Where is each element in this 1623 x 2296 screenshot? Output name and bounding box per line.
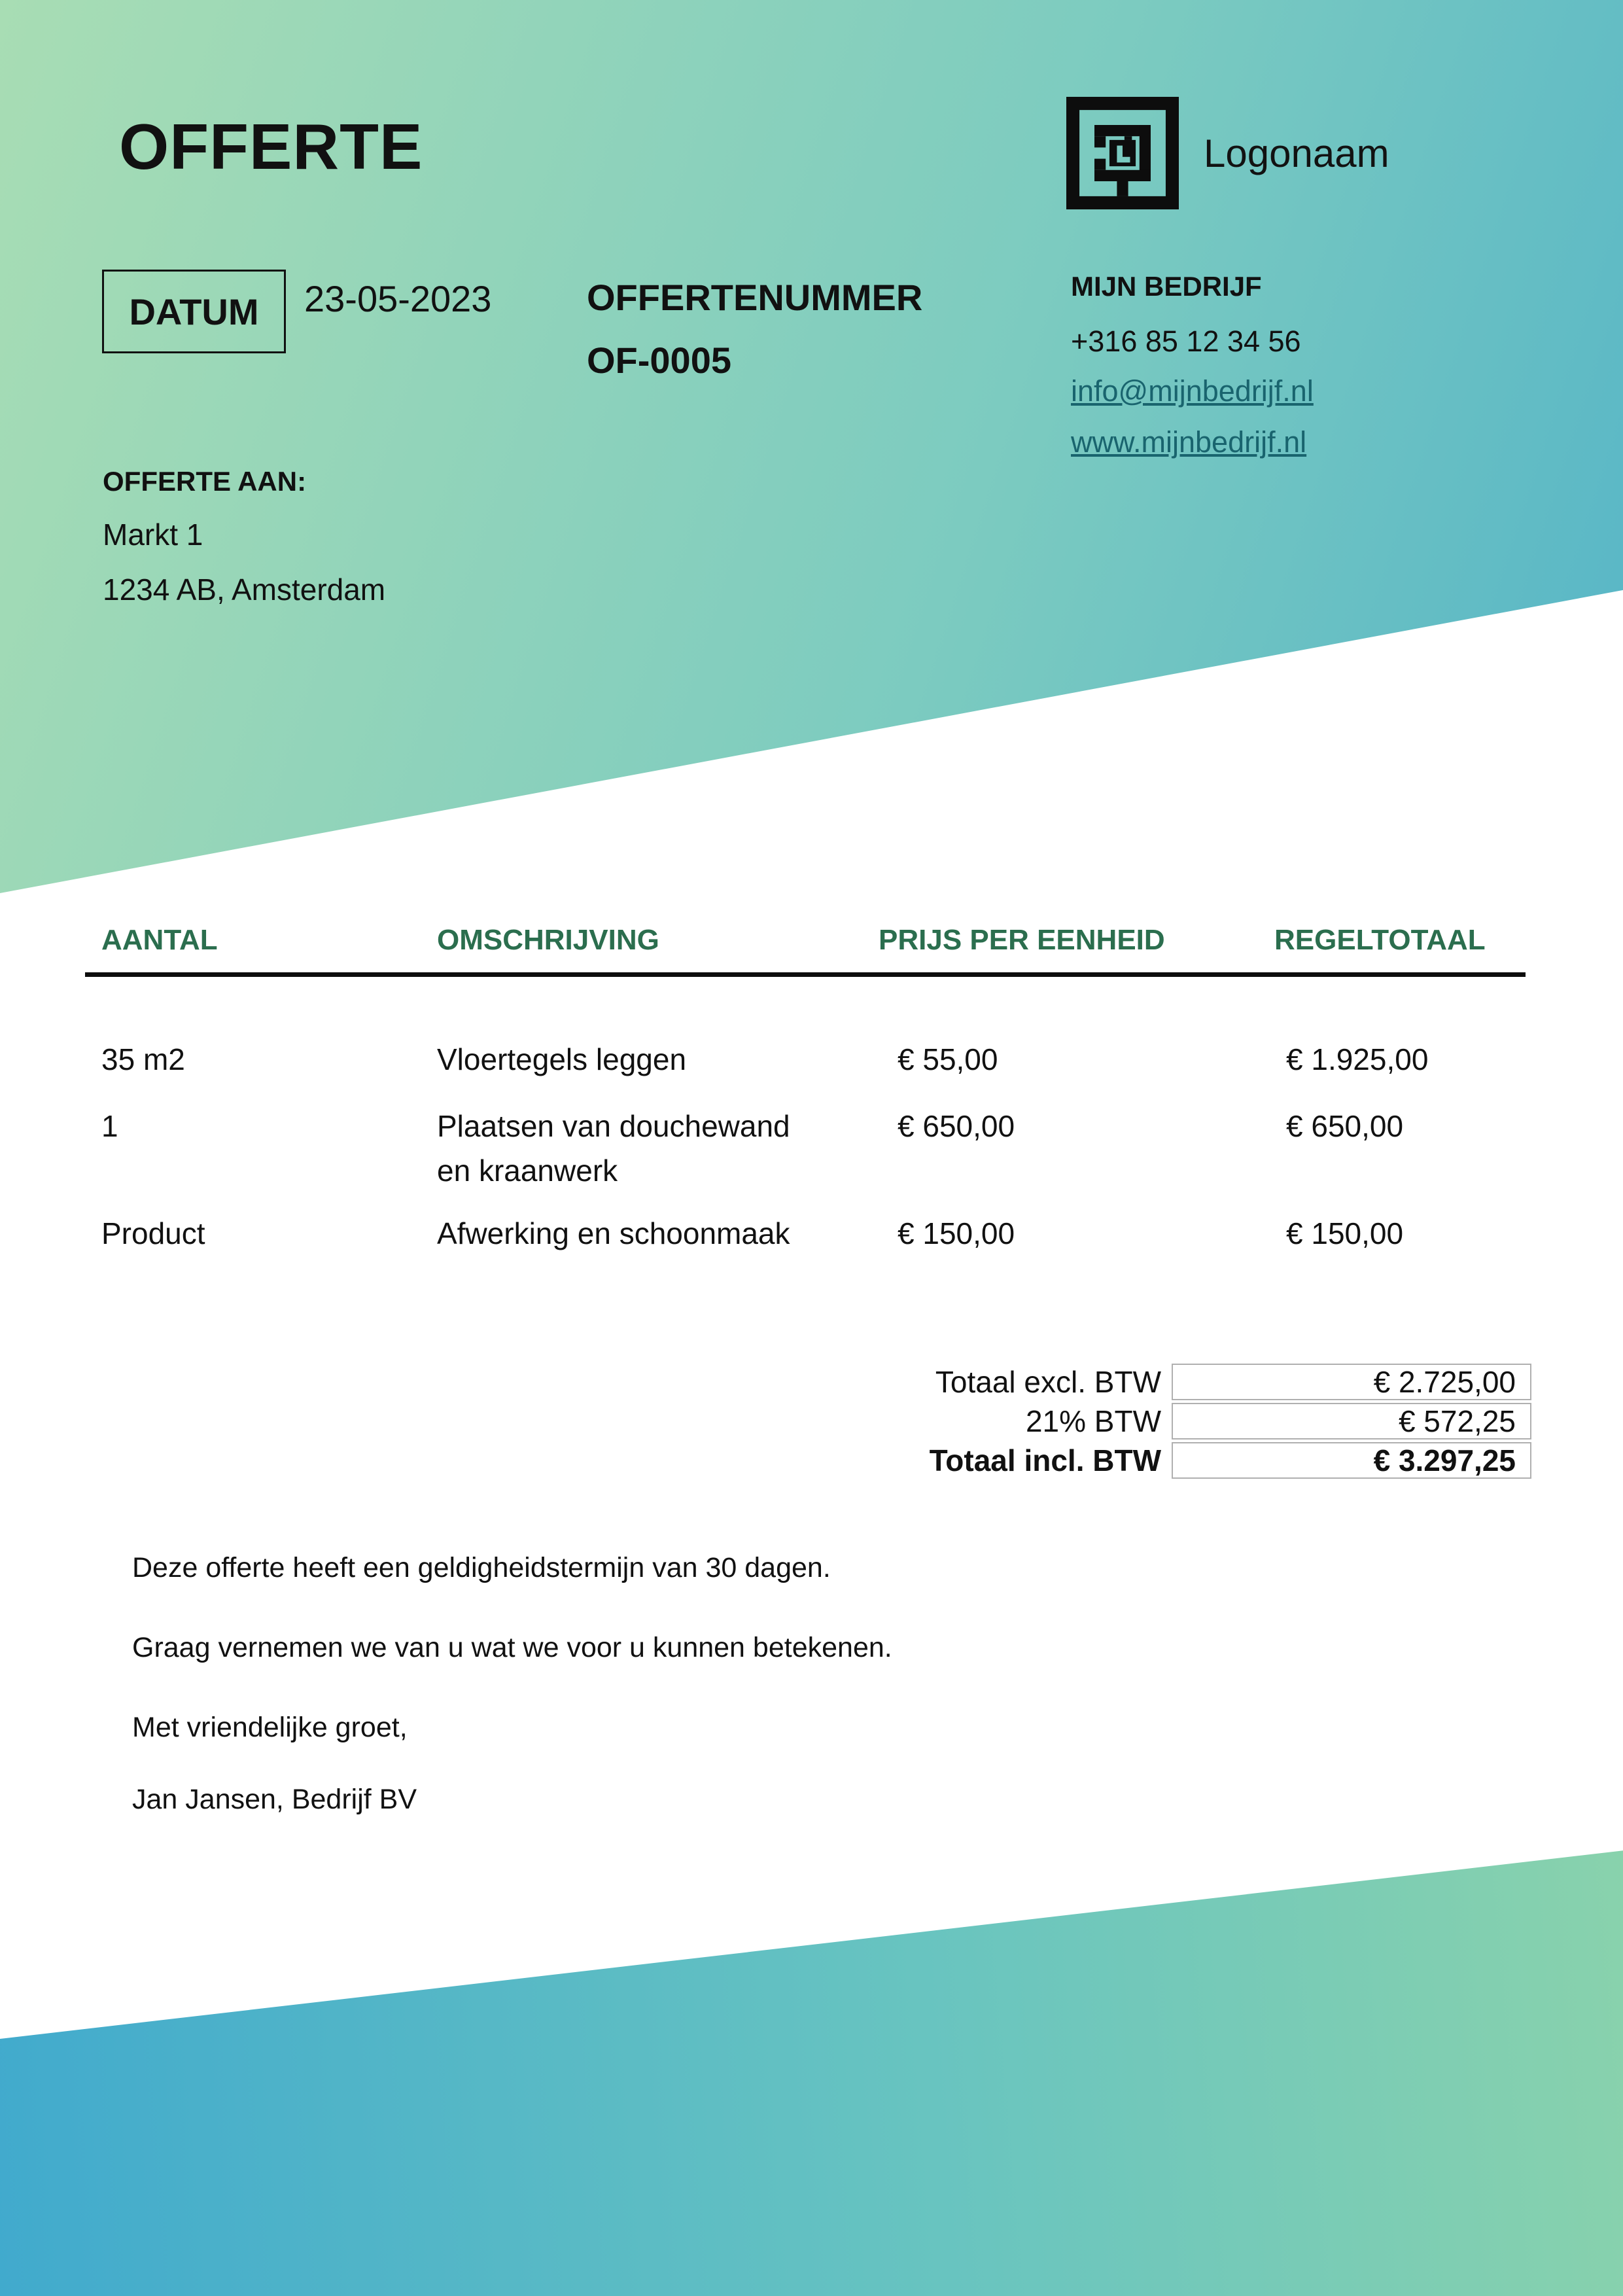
total-incl-value-box xyxy=(1172,1442,1531,1479)
vat-value: € 572,25 xyxy=(1398,1404,1516,1438)
date-value: 23-05-2023 xyxy=(304,278,492,319)
recipient-address-line1: Markt 1 xyxy=(103,518,203,552)
table-row-description: Afwerking en schoonmaak xyxy=(437,1216,790,1250)
logo-name: Logonaam xyxy=(1204,131,1389,175)
column-header-regeltotaal: REGELTOTAAL xyxy=(1274,924,1486,956)
recipient-block xyxy=(103,466,385,627)
table-row-unit-price: € 55,00 xyxy=(898,1042,998,1076)
page-title: OFFERTE xyxy=(119,111,423,183)
table-row-unit-price: € 150,00 xyxy=(898,1216,1015,1250)
date-label: DATUM xyxy=(129,291,259,332)
company-name: MIJN BEDRIJF xyxy=(1071,271,1262,302)
table-row-description-line2: en kraanwerk xyxy=(437,1154,618,1188)
table-row-line-total: € 650,00 xyxy=(1286,1109,1404,1143)
company-email-link[interactable]: info@mijnbedrijf.nl xyxy=(1071,374,1314,408)
company-website-link[interactable]: www.mijnbedrijf.nl xyxy=(1071,425,1307,459)
table-row-qty: 1 xyxy=(101,1109,118,1143)
vat-label: 21% BTW xyxy=(1025,1404,1161,1438)
table-row-unit-price: € 650,00 xyxy=(898,1109,1015,1143)
column-header-omschrijving: OMSCHRIJVING xyxy=(437,924,659,956)
table-row-line-total: € 150,00 xyxy=(1286,1216,1404,1250)
table-row-qty: 35 m2 xyxy=(101,1042,185,1076)
quote-number-label: OFFERTENUMMER xyxy=(587,277,923,318)
validity-note: Deze offerte heeft een geldigheidstermijn van 30 dagen. xyxy=(132,1552,831,1583)
total-incl-label: Totaal incl. BTW xyxy=(929,1443,1161,1477)
contact-note: Graag vernemen we van u wat we voor u kunnen betekenen. xyxy=(132,1632,892,1663)
table-header-rule xyxy=(85,972,1526,977)
maze-logo-icon xyxy=(1066,97,1179,209)
table-row-line-total: € 1.925,00 xyxy=(1286,1042,1429,1076)
company-info xyxy=(1071,271,1529,476)
total-excl-label: Totaal excl. BTW xyxy=(935,1365,1161,1399)
company-phone: +316 85 12 34 56 xyxy=(1071,325,1301,358)
greeting-line: Met vriendelijke groet, xyxy=(132,1712,408,1743)
vat-value-box xyxy=(1172,1403,1531,1439)
recipient-label: OFFERTE AAN: xyxy=(103,466,307,497)
table-row-description: Vloertegels leggen xyxy=(437,1042,687,1076)
column-header-aantal: AANTAL xyxy=(101,924,218,956)
total-incl-value: € 3.297,25 xyxy=(1373,1443,1516,1477)
signature-line: Jan Jansen, Bedrijf BV xyxy=(132,1784,417,1815)
total-excl-value-box xyxy=(1172,1364,1531,1400)
logo xyxy=(1066,97,1389,209)
quote-number-value: OF-0005 xyxy=(587,340,731,381)
total-excl-value: € 2.725,00 xyxy=(1373,1365,1516,1399)
date-label-box xyxy=(102,270,286,353)
table-row-qty: Product xyxy=(101,1216,205,1250)
recipient-address-line2: 1234 AB, Amsterdam xyxy=(103,573,386,607)
table-row-description: Plaatsen van douchewand xyxy=(437,1109,790,1143)
column-header-prijs: PRIJS PER EENHEID xyxy=(879,924,1165,956)
